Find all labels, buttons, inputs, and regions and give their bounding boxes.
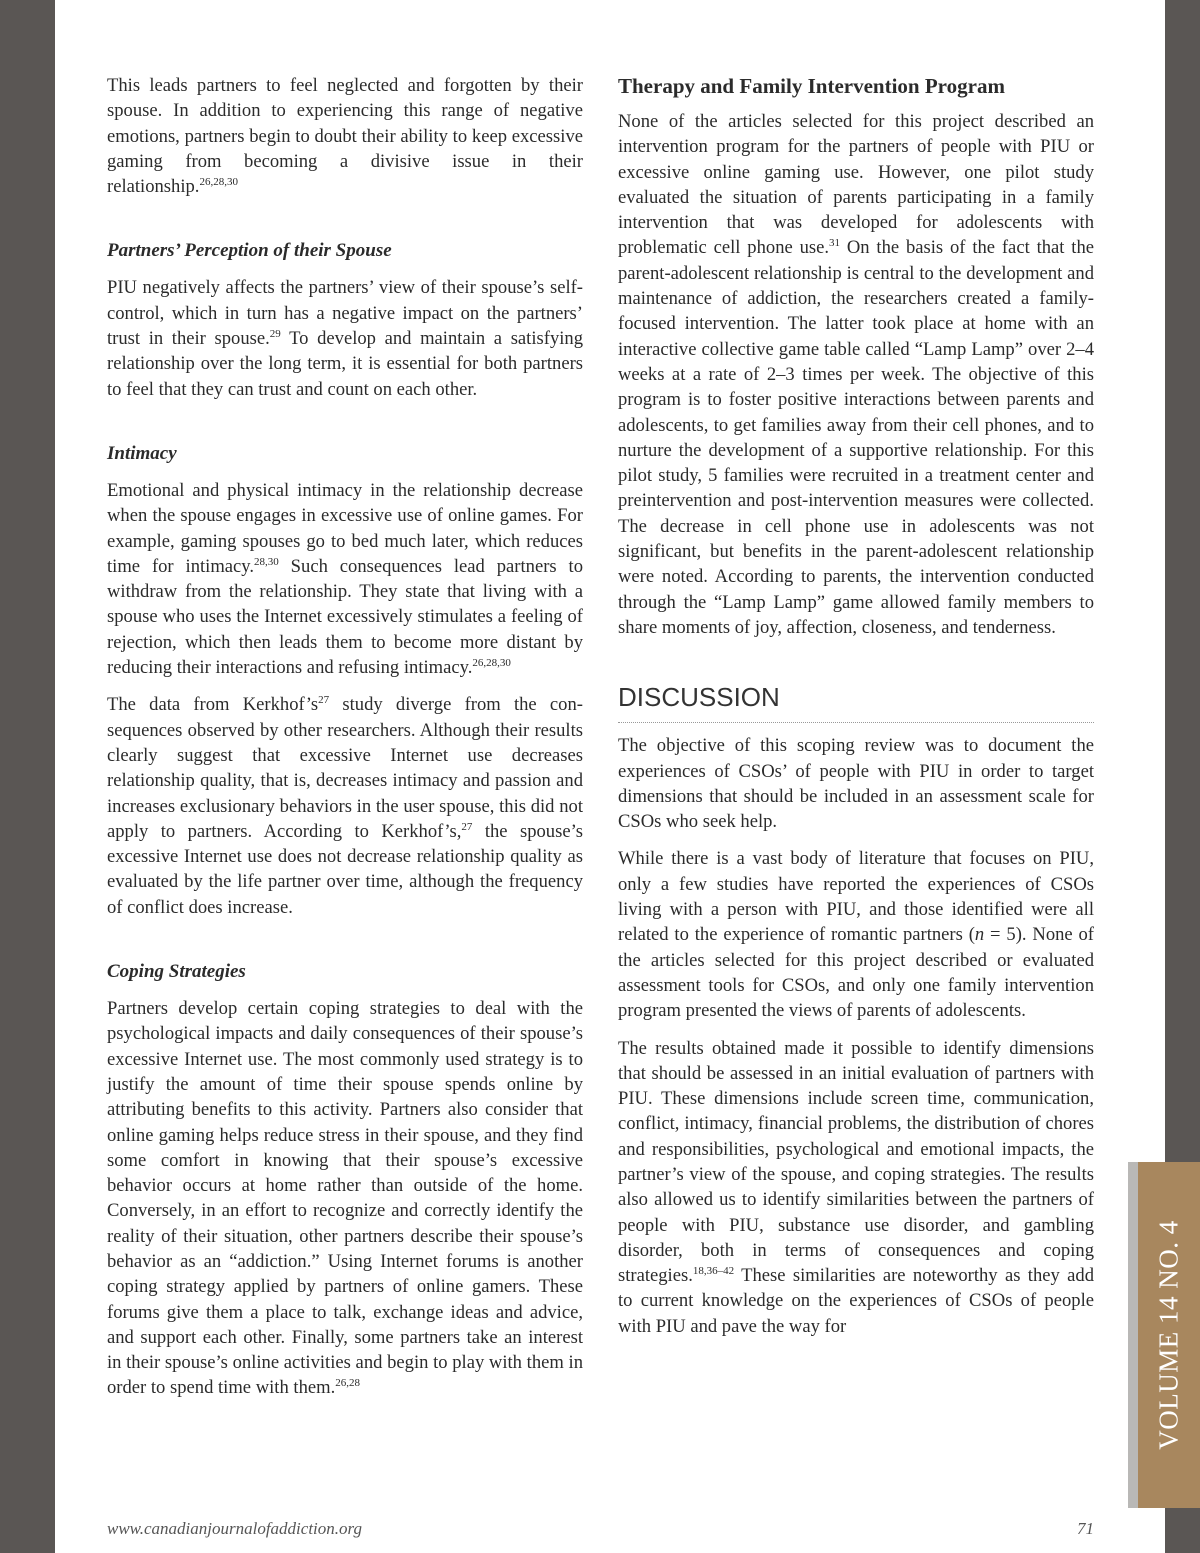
subheading-intimacy: Intimacy bbox=[107, 442, 177, 464]
reference: 27 bbox=[461, 820, 473, 833]
reference: 27 bbox=[318, 694, 330, 707]
paragraph-discussion-2: While there is a vast body of literature that focuses on PIU, only a few studies have reported the experiences of CSOs living with a person with PIU, and those identified were all related to the experience of romantic partners (n = 5). None of the articles selected for this project described or evaluated assessment tools for CSOs, and only one family intervention program presented the views of parents of adolescents. bbox=[618, 848, 1095, 1022]
subheading-coping-strategies: Coping Strategies bbox=[107, 961, 246, 983]
reference: 26,28 bbox=[335, 1377, 360, 1390]
reference: 29 bbox=[269, 328, 281, 341]
reference: 26,28,30 bbox=[472, 657, 511, 670]
left-column bbox=[107, 73, 583, 1413]
subheading-partners-perception: Partners’ Perception of their Spouse bbox=[107, 240, 392, 262]
paragraph-therapy: None of the articles selected for this project described an intervention program for the partners of people with PIU or excessive online gaming use. However, one pilot study evaluated the situation of parents participating in a family intervention that was developed for adolescents with problematic cell phone use.$^{31}$ On the basis of the fact that the parent-adolescent relationship is central to the development and maintenance of addiction, the researchers created a family-focused intervention. The latter took place at home with an interactive collective game table called “Lamp Lamp” over 2–4 weeks at a rate of 2–3 times per week. The objective of this program is to foster positive interactions between parents and adolescents, to get families away from their cell phones, and to nurture the development of a supportive relationship. For this pilot study, 5 families were recruited in a treatment center and preintervention and post-intervention measures were collected. The decrease in cell phone use in adolescents was not significant, but benefits in the parent-adolescent relationship were noted. According to parents, the intervention conducted through the “Lamp Lamp” game allowed family members to share moments of joy, affection, closeness, and tenderness. bbox=[618, 111, 1095, 638]
reference: 28,30 bbox=[254, 555, 279, 568]
right-column bbox=[618, 73, 1094, 1351]
paragraph-intimacy: Emotional and physical intimacy in the relationship decrease when the spouse engages in excessive use of online games. For example, gaming spouses go to bed much later, which reduces time for intimacy.$^{28,30}$ Such consequences lead partners to withdraw from the relationship. They state that living with a spouse who uses the Internet excessively stimulates a feeling of rejection, which then leads them to become more distant by reducing their interactions and refusing intimacy.$^{26,28,30}$ bbox=[107, 479, 583, 679]
page-number: 71 bbox=[1077, 1519, 1094, 1538]
reference: 26,28,30 bbox=[199, 176, 238, 189]
paragraph-discussion-1: The objective of this scoping review was to document the experiences of CSOs’ of people with PIU in order to target dimensions that should be included in an assessment scale for CSOs who seek help. bbox=[618, 735, 1094, 833]
paragraph-intro: This leads partners to feel neglected and forgotten by their spouse. In addition to experiencing this range of negative emotions, partners begin to doubt their ability to keep excessive gaming from becoming a divisive issue in their relationship.$^{26,28,30}$ bbox=[107, 75, 583, 198]
variable-n: n bbox=[974, 924, 985, 946]
left-margin-bar bbox=[0, 0, 55, 1553]
paragraph-kerkhof: The data from $Kerkhof’s^{27}$ study diverge from the consequences observed by other researchers. Although their results clearly suggest that excessive Internet use decreases relationship quality, that is, decreases intimacy and passion and increases exclusionary behaviors in the user spouse, this did not apply to partners. According to Kerkhof’s,$^{27}$ the spouse’s excessive Internet use does not decrease relationship quality as evaluated by the life partner over time, although the frequency of conflict does increase. bbox=[107, 694, 583, 918]
paragraph-discussion-3: The results obtained made it possible to identify dimensions that should be assessed in an initial evaluation of partners with PIU. These dimensions include screen time, communication, conflict, intimacy, financial problems, the distribution of chores and responsibilities, psychological and emotional impacts, the partner’s view of the spouse, and coping strategies. The results also allowed us to identify similarities between the partners of people with PIU, substance use disorder, and gambling disorder, both in terms of consequences and coping strategies.$^{18,36-42}$ These similarities are noteworthy as they add to current knowledge on the experiences of CSOs of people with PIU and pave the way for bbox=[618, 1037, 1094, 1337]
reference: 18,36–42 bbox=[692, 1265, 735, 1278]
journal-url-link[interactable]: www.canadianjournalofaddiction.org bbox=[107, 1519, 363, 1538]
reference: 31 bbox=[829, 237, 841, 250]
heading-discussion: DISCUSSION bbox=[618, 680, 1094, 723]
paragraph-perception: PIU negatively affects the partners’ view of their spouse’s self-control, which in turn has a negative impact on the partners’ trust in their spouse.$^{29}$ To develop and maintain a satisfying relationship over the long term, it is essential for both partners to feel that they can trust and count on each other. bbox=[107, 277, 583, 400]
heading-therapy-program: Therapy and Family Intervention Program bbox=[618, 74, 1005, 98]
paragraph-coping: Partners develop certain coping strategies to deal with the psychological impacts and daily consequences of their spouse’s excessive Internet use. The most commonly used strategy is to justify the amount of time their spouse spends online by attributing benefits to this activity. Partners also consider that online gaming helps reduce stress in their spouse, and they find some comfort in knowing that their spouse’s excessive behavior occurs at home rather than outside of the home. Conversely, in an effort to recognize and correctly identify the reality of their situation, other partners describe their spouse’s behavior as an “addiction.” Using Internet forums is another coping strategy applied by partners of online gamers. These forums give them a place to talk, exchange ideas and advice, and support each other. Finally, some partners take an interest in their spouse’s online activities and begin to play with them in order to spend time with them.$^{26,28}$ bbox=[107, 998, 583, 1399]
volume-label: VOLUME 14 NO. 4 bbox=[1153, 1220, 1184, 1450]
